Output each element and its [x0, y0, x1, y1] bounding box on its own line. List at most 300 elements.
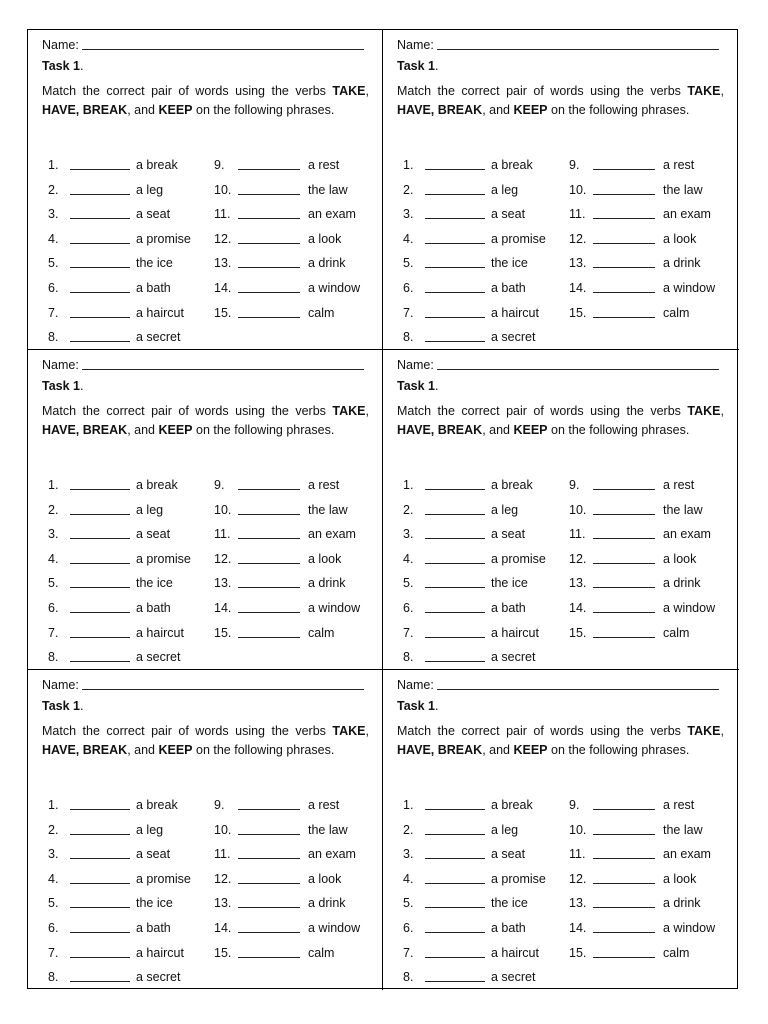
item-phrase: a secret	[136, 970, 181, 985]
verb-take: TAKE	[332, 404, 366, 418]
item-phrase: calm	[308, 625, 335, 640]
answer-blank[interactable]	[70, 587, 130, 588]
item-phrase: a leg	[136, 182, 164, 197]
item-number: 2.	[403, 502, 414, 517]
item-number: 8.	[403, 970, 414, 985]
item-phrase: a seat	[136, 527, 171, 542]
item-number: 14.	[214, 921, 232, 935]
item-phrase: a promise	[136, 551, 191, 566]
answer-blank[interactable]	[70, 858, 130, 859]
answer-blank[interactable]	[238, 637, 300, 638]
item-phrase: a promise	[491, 551, 546, 566]
task-title	[42, 379, 83, 393]
item-number: 15.	[569, 305, 587, 320]
verb-keep: KEEP	[513, 743, 548, 757]
item-phrase: the ice	[491, 896, 528, 911]
item-phrase: a look	[663, 871, 697, 886]
worksheet-copy-3	[28, 350, 383, 670]
item-number: 10.	[569, 182, 587, 197]
item-phrase: a rest	[663, 478, 695, 492]
item-phrase: a promise	[136, 231, 191, 246]
item-number: 12.	[214, 551, 232, 566]
item-phrase: a rest	[663, 798, 695, 812]
verb-have-break: HAVE, BREAK	[397, 103, 483, 117]
item-number: 6.	[48, 601, 59, 615]
item-number: 14.	[569, 601, 587, 615]
item-phrase: a drink	[308, 256, 346, 271]
answer-blank[interactable]	[593, 834, 655, 835]
answer-blank[interactable]	[425, 292, 485, 293]
item-number: 8.	[48, 650, 59, 665]
instructions-sep-1: ,	[720, 404, 724, 418]
answer-blank[interactable]	[593, 957, 655, 958]
worksheet-copy-6	[383, 670, 739, 990]
answer-blank[interactable]	[238, 883, 300, 884]
verb-have-break: HAVE, BREAK	[42, 103, 128, 117]
item-phrase: a break	[136, 798, 178, 812]
item-number: 4.	[403, 551, 414, 566]
item-phrase: a rest	[308, 158, 340, 172]
item-phrase: the law	[663, 182, 703, 197]
answer-blank[interactable]	[70, 292, 130, 293]
answer-blank[interactable]	[238, 317, 300, 318]
item-phrase: the ice	[136, 576, 173, 591]
item-phrase: the law	[308, 502, 348, 517]
item-phrase: a haircut	[136, 305, 184, 320]
item-number: 3.	[403, 207, 414, 222]
answer-blank[interactable]	[238, 489, 300, 490]
item-number: 10.	[569, 822, 587, 837]
item-number: 7.	[48, 305, 59, 320]
item-number: 7.	[48, 945, 59, 960]
item-phrase: a secret	[491, 650, 536, 665]
answer-blank[interactable]	[70, 883, 130, 884]
answer-blank[interactable]	[70, 514, 130, 515]
answer-blank[interactable]	[70, 243, 130, 244]
item-number: 5.	[48, 896, 59, 911]
item-phrase: a promise	[491, 231, 546, 246]
instructions-sep-2: , and	[127, 743, 159, 757]
answer-blank[interactable]	[593, 809, 655, 810]
name-blank[interactable]	[82, 48, 364, 50]
name-label: Name:	[42, 38, 79, 52]
answer-blank[interactable]	[425, 932, 485, 933]
item-number: 1.	[403, 158, 414, 172]
item-phrase: a promise	[136, 871, 191, 886]
answer-blank[interactable]	[238, 267, 300, 268]
item-number: 7.	[403, 625, 414, 640]
answer-blank[interactable]	[425, 809, 485, 810]
item-number: 12.	[214, 231, 232, 246]
answer-blank[interactable]	[593, 612, 655, 613]
instructions-lead: Match the correct pair of words using the verbs	[397, 404, 681, 418]
item-phrase: a haircut	[491, 625, 539, 640]
verb-take: TAKE	[332, 724, 366, 738]
item-number: 13.	[214, 256, 232, 271]
name-line	[397, 36, 719, 52]
answer-blank[interactable]	[593, 563, 655, 564]
answer-blank[interactable]	[238, 907, 300, 908]
instructions-tail: on the following phrases.	[547, 743, 690, 757]
item-phrase: a window	[663, 921, 716, 935]
item-number: 14.	[214, 601, 232, 615]
verb-keep: KEEP	[158, 743, 193, 757]
answer-blank[interactable]	[238, 194, 300, 195]
item-phrase: a drink	[663, 256, 701, 271]
item-number: 9.	[214, 478, 225, 492]
answer-blank[interactable]	[425, 883, 485, 884]
instructions-lead: Match the correct pair of words using the verbs	[42, 724, 326, 738]
name-line	[397, 676, 719, 692]
item-phrase: calm	[663, 305, 690, 320]
item-phrase: the law	[308, 822, 348, 837]
name-blank[interactable]	[82, 688, 364, 690]
item-phrase: a haircut	[491, 305, 539, 320]
name-label: Name:	[42, 358, 79, 372]
item-number: 8.	[48, 970, 59, 985]
verb-have-break: HAVE, BREAK	[42, 743, 128, 757]
task-title-text: Task 1	[42, 379, 80, 393]
answer-blank[interactable]	[593, 243, 655, 244]
item-phrase: the ice	[491, 256, 528, 271]
item-phrase: a rest	[663, 158, 695, 172]
answer-blank[interactable]	[70, 661, 130, 662]
item-number: 3.	[48, 847, 59, 862]
task-title-period: .	[435, 379, 439, 393]
name-blank[interactable]	[437, 48, 719, 50]
item-number: 7.	[403, 945, 414, 960]
answer-blank[interactable]	[425, 267, 485, 268]
item-number: 3.	[48, 207, 59, 222]
instructions-sep-2: , and	[127, 103, 159, 117]
answer-blank[interactable]	[238, 809, 300, 810]
answer-blank[interactable]	[238, 218, 300, 219]
answer-blank[interactable]	[593, 267, 655, 268]
instructions	[42, 82, 369, 120]
item-phrase: the ice	[136, 896, 173, 911]
name-blank[interactable]	[82, 368, 364, 370]
item-number: 14.	[569, 281, 587, 295]
item-phrase: the ice	[136, 256, 173, 271]
answer-blank[interactable]	[593, 538, 655, 539]
item-number: 11.	[569, 207, 586, 222]
answer-blank[interactable]	[238, 292, 300, 293]
item-number: 5.	[403, 256, 414, 271]
answer-blank[interactable]	[238, 858, 300, 859]
item-number: 13.	[214, 896, 232, 911]
item-number: 3.	[403, 847, 414, 862]
task-title-text: Task 1	[42, 59, 80, 73]
item-number: 13.	[214, 576, 232, 591]
answer-blank[interactable]	[593, 858, 655, 859]
worksheet-copy-1	[28, 30, 383, 350]
answer-blank[interactable]	[238, 563, 300, 564]
answer-blank[interactable]	[425, 489, 485, 490]
item-number: 15.	[214, 625, 232, 640]
item-number: 3.	[48, 527, 59, 542]
answer-blank[interactable]	[593, 218, 655, 219]
item-phrase: a haircut	[491, 945, 539, 960]
answer-blank[interactable]	[238, 169, 300, 170]
item-number: 5.	[48, 576, 59, 591]
item-number: 1.	[403, 478, 414, 492]
item-number: 10.	[214, 182, 232, 197]
item-phrase: calm	[308, 305, 335, 320]
item-phrase: a window	[308, 921, 361, 935]
item-number: 5.	[48, 256, 59, 271]
instructions-tail: on the following phrases.	[192, 103, 335, 117]
item-phrase: a drink	[663, 576, 701, 591]
answer-blank[interactable]	[70, 809, 130, 810]
answer-blank[interactable]	[70, 907, 130, 908]
instructions	[42, 402, 369, 440]
name-line	[42, 676, 364, 692]
item-number: 12.	[569, 551, 587, 566]
item-phrase: a look	[308, 551, 342, 566]
verb-have-break: HAVE, BREAK	[42, 423, 128, 437]
worksheet-grid	[27, 29, 738, 989]
item-phrase: the ice	[491, 576, 528, 591]
answer-blank[interactable]	[593, 587, 655, 588]
answer-blank[interactable]	[70, 317, 130, 318]
item-phrase: a window	[308, 281, 361, 295]
item-number: 14.	[569, 921, 587, 935]
task-title-period: .	[435, 59, 439, 73]
item-phrase: a break	[491, 798, 533, 812]
item-number: 1.	[48, 158, 59, 172]
item-phrase: a leg	[136, 822, 164, 837]
answer-blank[interactable]	[425, 858, 485, 859]
item-phrase: a leg	[491, 502, 519, 517]
answer-blank[interactable]	[70, 341, 130, 342]
answer-blank[interactable]	[238, 932, 300, 933]
item-phrase: a bath	[136, 921, 171, 935]
item-number: 9.	[569, 158, 580, 172]
task-title-text: Task 1	[397, 59, 435, 73]
name-blank[interactable]	[437, 368, 719, 370]
item-number: 11.	[569, 527, 586, 542]
item-number: 10.	[214, 822, 232, 837]
item-number: 11.	[569, 847, 586, 862]
answer-blank[interactable]	[593, 514, 655, 515]
answer-blank[interactable]	[425, 957, 485, 958]
item-phrase: a leg	[491, 182, 519, 197]
answer-blank[interactable]	[425, 563, 485, 564]
answer-blank[interactable]	[70, 637, 130, 638]
item-number: 10.	[569, 502, 587, 517]
item-number: 1.	[48, 798, 59, 812]
answer-blank[interactable]	[425, 341, 485, 342]
item-phrase: an exam	[308, 207, 356, 222]
item-number: 9.	[214, 158, 225, 172]
answer-blank[interactable]	[238, 957, 300, 958]
item-number: 7.	[403, 305, 414, 320]
item-number: 6.	[403, 281, 414, 295]
answer-blank[interactable]	[425, 538, 485, 539]
answer-blank[interactable]	[425, 243, 485, 244]
item-number: 6.	[403, 921, 414, 935]
item-phrase: a break	[136, 478, 178, 492]
verb-have-break: HAVE, BREAK	[397, 743, 483, 757]
item-number: 1.	[48, 478, 59, 492]
name-label: Name:	[397, 38, 434, 52]
instructions-tail: on the following phrases.	[192, 743, 335, 757]
item-number: 15.	[569, 945, 587, 960]
answer-blank[interactable]	[425, 661, 485, 662]
item-number: 9.	[569, 798, 580, 812]
instructions	[397, 402, 724, 440]
answer-blank[interactable]	[70, 538, 130, 539]
item-phrase: a look	[308, 871, 342, 886]
instructions-tail: on the following phrases.	[192, 423, 335, 437]
item-phrase: an exam	[663, 847, 711, 862]
answer-blank[interactable]	[425, 169, 485, 170]
item-phrase: a secret	[491, 970, 536, 985]
item-number: 3.	[403, 527, 414, 542]
item-number: 2.	[403, 822, 414, 837]
answer-blank[interactable]	[425, 981, 485, 982]
item-phrase: a haircut	[136, 945, 184, 960]
verb-take: TAKE	[687, 724, 721, 738]
answer-blank[interactable]	[70, 267, 130, 268]
item-number: 10.	[214, 502, 232, 517]
instructions-sep-1: ,	[365, 84, 369, 98]
item-phrase: a bath	[136, 281, 171, 295]
item-number: 5.	[403, 896, 414, 911]
worksheet-copy-2	[383, 30, 739, 350]
answer-blank[interactable]	[593, 292, 655, 293]
task-title-text: Task 1	[397, 699, 435, 713]
answer-blank[interactable]	[70, 981, 130, 982]
answer-blank[interactable]	[425, 612, 485, 613]
answer-blank[interactable]	[593, 883, 655, 884]
answer-blank[interactable]	[70, 957, 130, 958]
item-number: 4.	[403, 871, 414, 886]
item-phrase: a rest	[308, 798, 340, 812]
instructions-tail: on the following phrases.	[547, 103, 690, 117]
answer-blank[interactable]	[70, 194, 130, 195]
answer-blank[interactable]	[593, 637, 655, 638]
item-phrase: a seat	[491, 207, 526, 222]
item-number: 8.	[48, 330, 59, 345]
answer-blank[interactable]	[593, 317, 655, 318]
answer-blank[interactable]	[238, 834, 300, 835]
instructions-sep-2: , and	[127, 423, 159, 437]
answer-blank[interactable]	[425, 834, 485, 835]
item-number: 4.	[48, 551, 59, 566]
item-phrase: a drink	[308, 576, 346, 591]
name-line	[397, 356, 719, 372]
answer-blank[interactable]	[238, 243, 300, 244]
answer-blank[interactable]	[238, 514, 300, 515]
item-phrase: a window	[663, 281, 716, 295]
item-phrase: a seat	[491, 527, 526, 542]
name-line	[42, 36, 364, 52]
item-phrase: the law	[663, 502, 703, 517]
verb-keep: KEEP	[158, 103, 193, 117]
verb-keep: KEEP	[513, 423, 548, 437]
answer-blank[interactable]	[70, 169, 130, 170]
answer-blank[interactable]	[593, 932, 655, 933]
name-label: Name:	[397, 678, 434, 692]
answer-blank[interactable]	[70, 489, 130, 490]
task-title-period: .	[435, 699, 439, 713]
item-number: 13.	[569, 576, 587, 591]
answer-blank[interactable]	[425, 218, 485, 219]
item-phrase: a look	[663, 231, 697, 246]
answer-blank[interactable]	[425, 907, 485, 908]
item-phrase: the law	[308, 182, 348, 197]
item-number: 1.	[403, 798, 414, 812]
item-number: 2.	[48, 822, 59, 837]
verb-keep: KEEP	[158, 423, 193, 437]
answer-blank[interactable]	[593, 194, 655, 195]
task-title	[397, 379, 438, 393]
item-number: 4.	[48, 231, 59, 246]
answer-blank[interactable]	[70, 834, 130, 835]
answer-blank[interactable]	[70, 563, 130, 564]
answer-blank[interactable]	[425, 194, 485, 195]
answer-blank[interactable]	[425, 587, 485, 588]
name-line	[42, 356, 364, 372]
answer-blank[interactable]	[70, 932, 130, 933]
answer-blank[interactable]	[70, 612, 130, 613]
task-title-period: .	[80, 379, 84, 393]
item-number: 15.	[214, 305, 232, 320]
answer-blank[interactable]	[593, 169, 655, 170]
task-title-text: Task 1	[42, 699, 80, 713]
answer-blank[interactable]	[425, 637, 485, 638]
instructions-lead: Match the correct pair of words using the verbs	[397, 724, 681, 738]
item-number: 9.	[214, 798, 225, 812]
item-phrase: an exam	[663, 527, 711, 542]
instructions-sep-2: , and	[482, 743, 514, 757]
verb-take: TAKE	[332, 84, 366, 98]
item-phrase: calm	[663, 945, 690, 960]
answer-blank[interactable]	[425, 317, 485, 318]
item-number: 6.	[403, 601, 414, 615]
item-number: 2.	[48, 502, 59, 517]
item-phrase: a leg	[136, 502, 164, 517]
instructions	[42, 722, 369, 760]
answer-blank[interactable]	[238, 612, 300, 613]
item-number: 12.	[214, 871, 232, 886]
item-phrase: a drink	[308, 896, 346, 911]
answer-blank[interactable]	[70, 218, 130, 219]
item-phrase: an exam	[308, 847, 356, 862]
answer-blank[interactable]	[238, 587, 300, 588]
answer-blank[interactable]	[593, 489, 655, 490]
task-title	[397, 59, 438, 73]
item-phrase: an exam	[308, 527, 356, 542]
item-phrase: a promise	[491, 871, 546, 886]
item-phrase: an exam	[663, 207, 711, 222]
item-phrase: a secret	[136, 330, 181, 345]
answer-blank[interactable]	[425, 514, 485, 515]
name-blank[interactable]	[437, 688, 719, 690]
item-number: 11.	[214, 207, 231, 222]
verb-take: TAKE	[687, 84, 721, 98]
verb-take: TAKE	[687, 404, 721, 418]
item-phrase: a bath	[491, 281, 526, 295]
item-number: 8.	[403, 330, 414, 345]
answer-blank[interactable]	[238, 538, 300, 539]
answer-blank[interactable]	[593, 907, 655, 908]
item-number: 8.	[403, 650, 414, 665]
task-title-period: .	[80, 699, 84, 713]
worksheet-copy-4	[383, 350, 739, 670]
item-phrase: a bath	[491, 601, 526, 615]
